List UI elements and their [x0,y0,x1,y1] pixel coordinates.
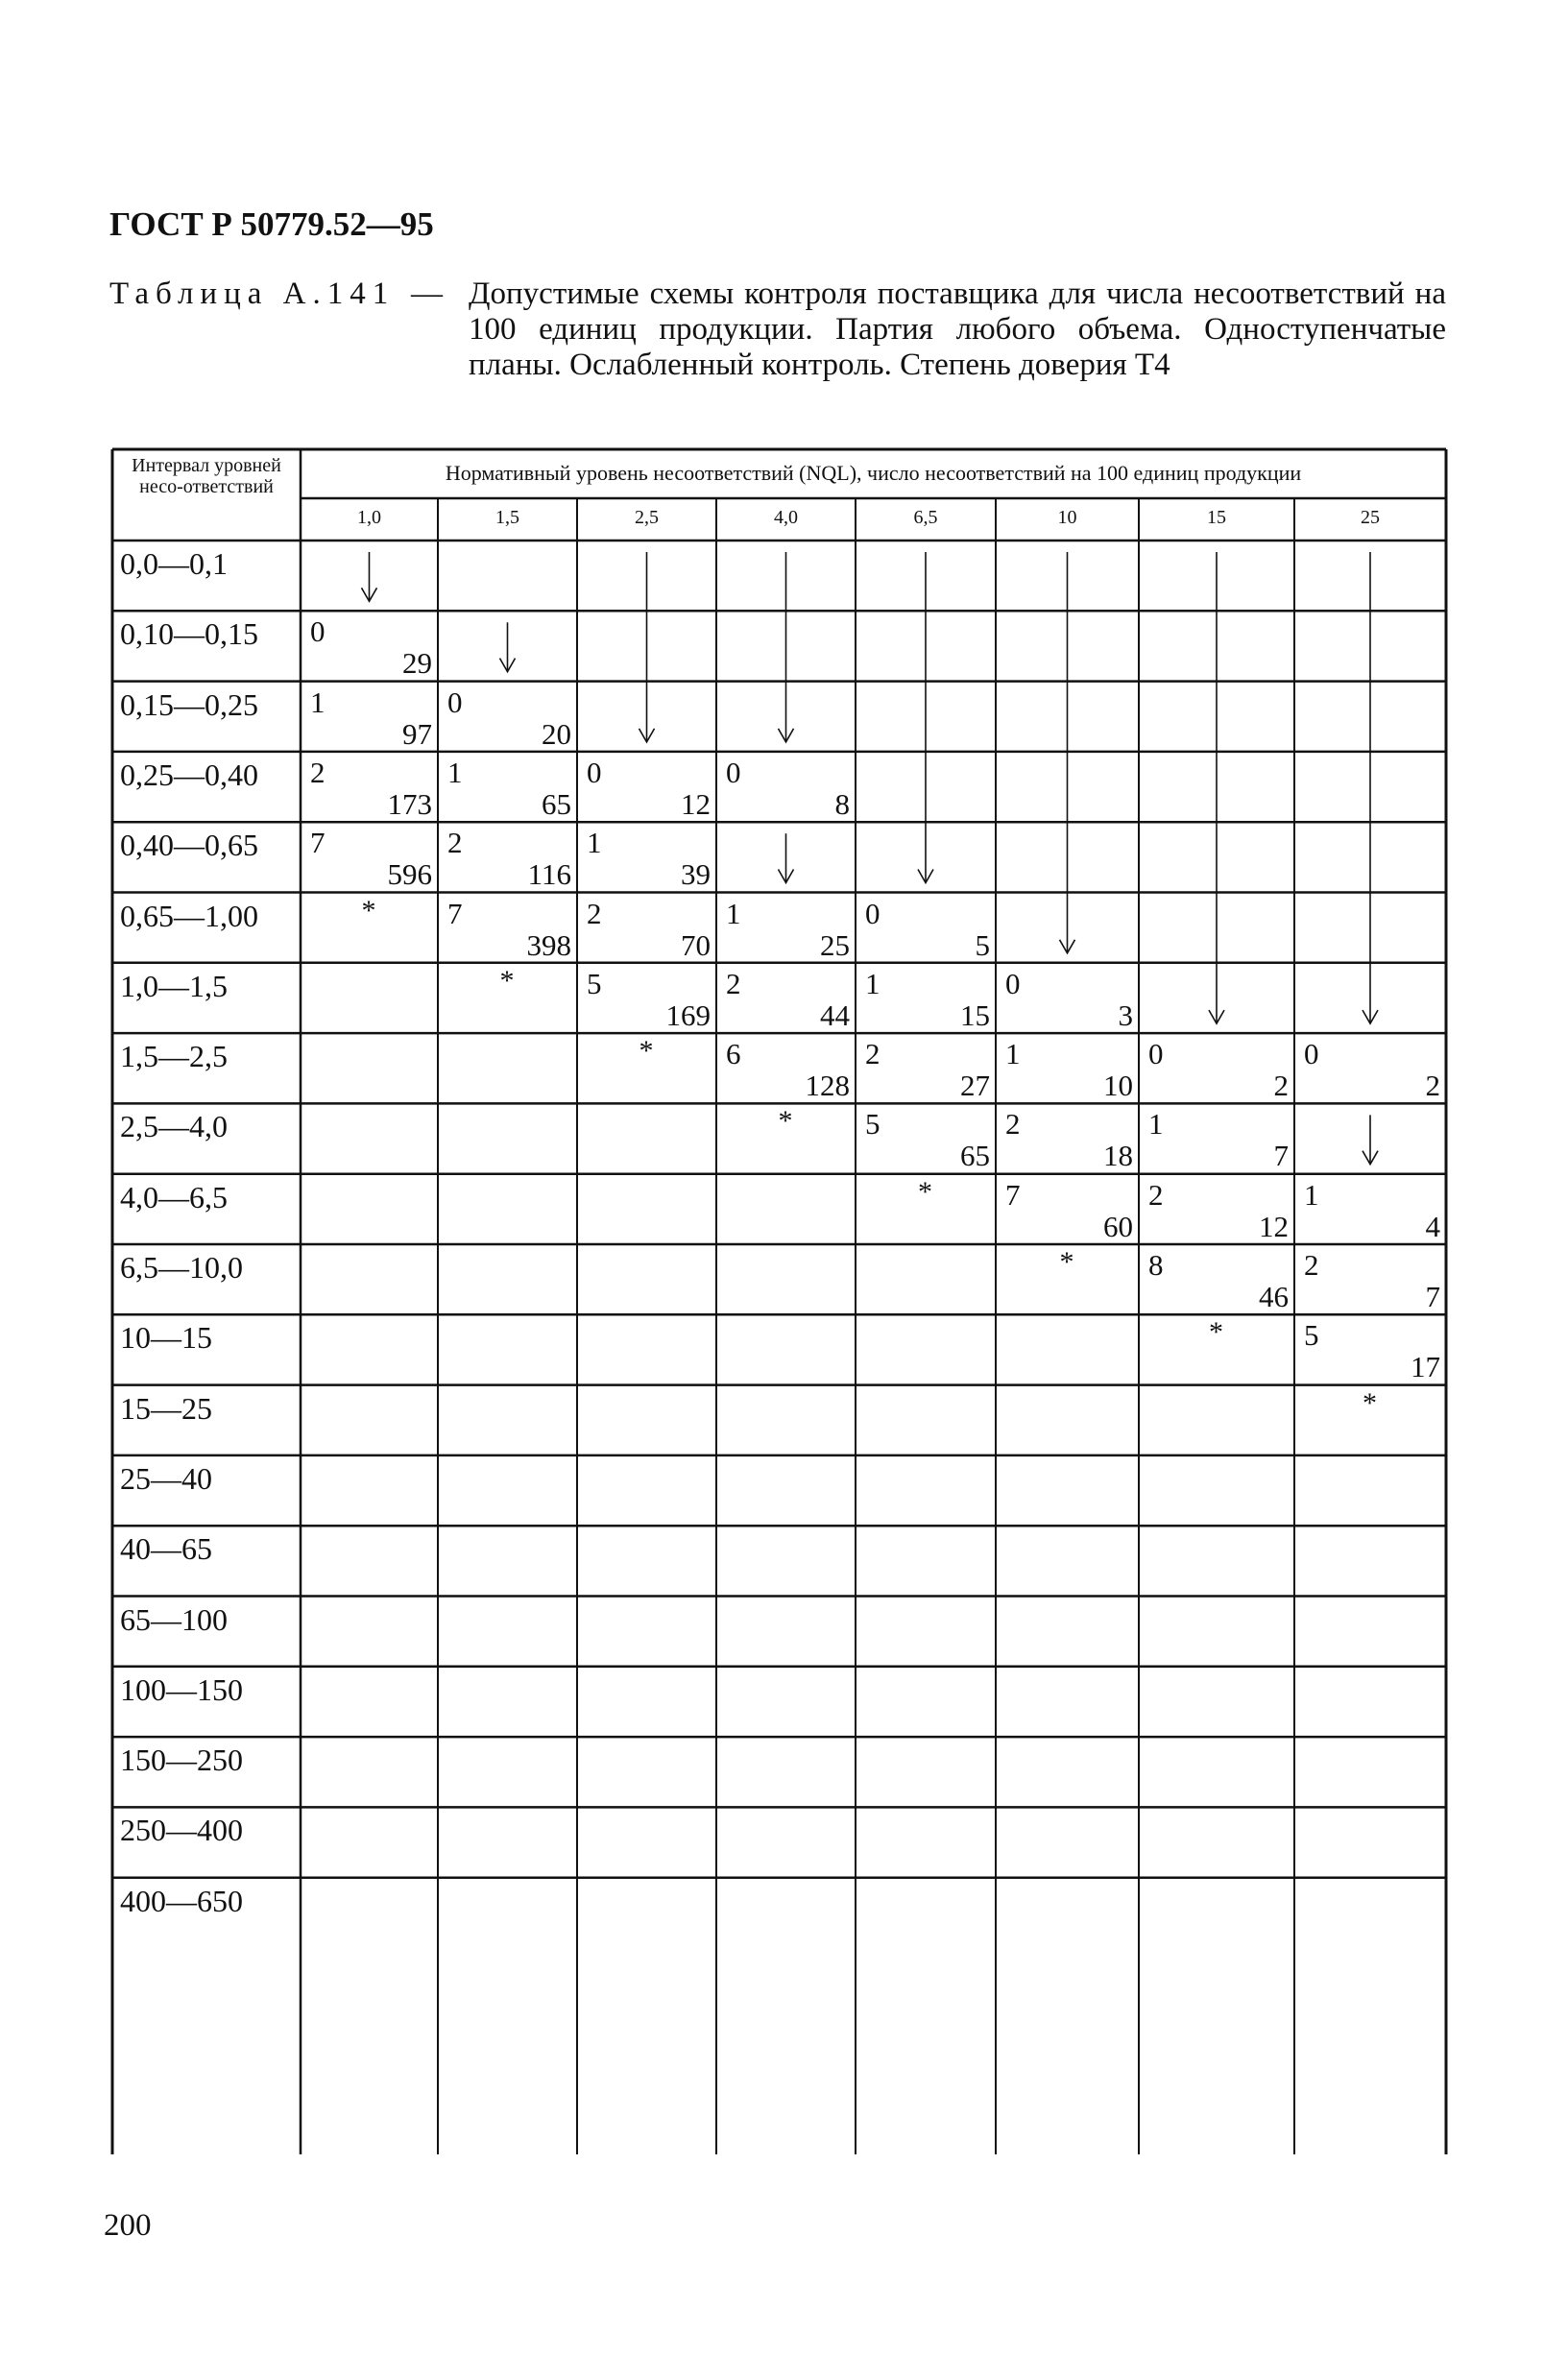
star-marker: * [639,1035,654,1068]
sample-size: 12 [1259,1209,1289,1243]
row-label: 4,0—6,5 [120,1179,228,1214]
row-label: 1,0—1,5 [120,968,228,1003]
row-label: 0,10—0,15 [120,616,258,652]
acceptance-number: 2 [310,755,326,789]
row-label: 1,5—2,5 [120,1039,228,1074]
acceptance-number: 0 [587,755,602,789]
nql-column-header: 10 [1057,507,1077,528]
acceptance-number: 0 [447,685,463,719]
row-label: 0,65—1,00 [120,898,258,933]
acceptance-number: 1 [447,755,463,789]
sample-size: 18 [1103,1139,1133,1173]
table-caption-dash: — [411,276,443,311]
row-label: 65—100 [120,1601,228,1637]
star-marker: * [361,894,376,926]
row-label: 0,40—0,65 [120,828,258,863]
sample-size: 12 [681,786,711,821]
row-label: 40—65 [120,1531,212,1567]
sample-size: 7 [1425,1280,1440,1313]
sample-size: 46 [1259,1280,1289,1313]
nql-column-header: 4,0 [774,507,798,528]
sample-size: 8 [834,786,850,821]
nql-group-header: Нормативный уровень несоответствий (NQL), число несоответствий на 100 единиц продукции [445,461,1302,485]
acceptance-number: 0 [1304,1037,1319,1071]
acceptance-number: 7 [310,826,326,860]
acceptance-number: 0 [1148,1037,1164,1071]
star-marker: * [918,1175,932,1208]
page-number: 200 [104,2208,152,2243]
acceptance-number: 8 [1148,1248,1164,1282]
sample-size: 70 [681,927,711,962]
star-marker: * [1059,1246,1074,1278]
row-label: 0,15—0,25 [120,686,258,722]
corner-header: Интервал уровней несо-ответствий [132,455,281,497]
acceptance-number: 1 [310,685,326,719]
sample-size: 10 [1103,1069,1133,1103]
sample-size: 17 [1411,1350,1440,1384]
row-label: 250—400 [120,1813,243,1848]
acceptance-number: 1 [726,896,741,930]
row-label: 10—15 [120,1320,212,1356]
row-label: 400—650 [120,1883,243,1918]
sample-size: 128 [805,1069,850,1103]
star-marker: * [1209,1316,1223,1349]
acceptance-number: 5 [865,1107,880,1142]
row-label: 0,25—0,40 [120,757,258,792]
sample-size: 2 [1425,1069,1440,1103]
acceptance-number: 1 [1005,1037,1021,1071]
acceptance-number: 1 [865,966,880,1000]
table-caption-text: Допустимые схемы контроля поставщика для числа несоответствий на 100 единиц продукции. Партия любого объема. Одноступенчатые планы. Ослабленный контроль. Степень доверия Т4 [469,276,1446,382]
acceptance-number: 7 [1005,1177,1021,1212]
sample-size: 3 [1118,998,1133,1032]
acceptance-number: 2 [587,896,602,930]
acceptance-number: 5 [587,966,602,1000]
row-label: 2,5—4,0 [120,1109,228,1144]
sample-size: 60 [1103,1209,1133,1243]
acceptance-number: 0 [310,614,326,649]
sample-size: 29 [402,646,432,681]
star-marker: * [499,964,515,997]
row-label: 15—25 [120,1390,212,1426]
sample-size: 169 [665,998,711,1032]
sample-size: 596 [387,857,432,892]
acceptance-number: 0 [726,755,741,789]
sample-size: 2 [1273,1069,1289,1103]
sample-size: 27 [960,1069,990,1103]
sample-size: 65 [542,786,571,821]
acceptance-number: 6 [726,1037,741,1071]
table-caption-label: Таблица А.141 [109,276,396,311]
acceptance-number: 2 [865,1037,880,1071]
sample-size: 20 [542,716,571,751]
acceptance-number: 7 [447,896,463,930]
nql-column-header: 1,0 [357,507,381,528]
document-code: ГОСТ Р 50779.52—95 [109,205,434,243]
row-label: 6,5—10,0 [120,1250,243,1285]
acceptance-number: 5 [1304,1318,1319,1353]
nql-column-header: 15 [1207,507,1226,528]
sample-size: 25 [820,927,850,962]
acceptance-number: 2 [1148,1177,1164,1212]
sample-size: 398 [526,927,571,962]
sample-size: 97 [402,716,432,751]
row-label: 100—150 [120,1671,243,1707]
row-label: 150—250 [120,1743,243,1778]
row-label: 25—40 [120,1460,212,1496]
sample-size: 5 [975,927,990,962]
sample-size: 65 [960,1139,990,1173]
acceptance-number: 0 [865,896,880,930]
acceptance-number: 2 [1304,1248,1319,1282]
acceptance-number: 1 [1304,1177,1319,1212]
sample-size: 7 [1273,1139,1289,1173]
acceptance-number: 2 [726,966,741,1000]
acceptance-number: 1 [587,826,602,860]
sample-size: 4 [1425,1209,1440,1243]
nql-column-header: 25 [1361,507,1380,528]
star-marker: * [1363,1386,1377,1419]
sample-size: 39 [681,857,711,892]
star-marker: * [778,1105,793,1138]
nql-column-header: 1,5 [495,507,519,528]
acceptance-number: 1 [1148,1107,1164,1142]
nql-column-header: 6,5 [913,507,938,528]
row-label: 0,0—0,1 [120,546,228,581]
sample-size: 44 [820,998,850,1032]
acceptance-number: 2 [1005,1107,1021,1142]
nql-column-header: 2,5 [635,507,659,528]
sample-size: 173 [387,786,432,821]
sample-size: 15 [960,998,990,1032]
acceptance-number: 2 [447,826,463,860]
acceptance-number: 0 [1005,966,1021,1000]
sample-size: 116 [527,857,571,892]
